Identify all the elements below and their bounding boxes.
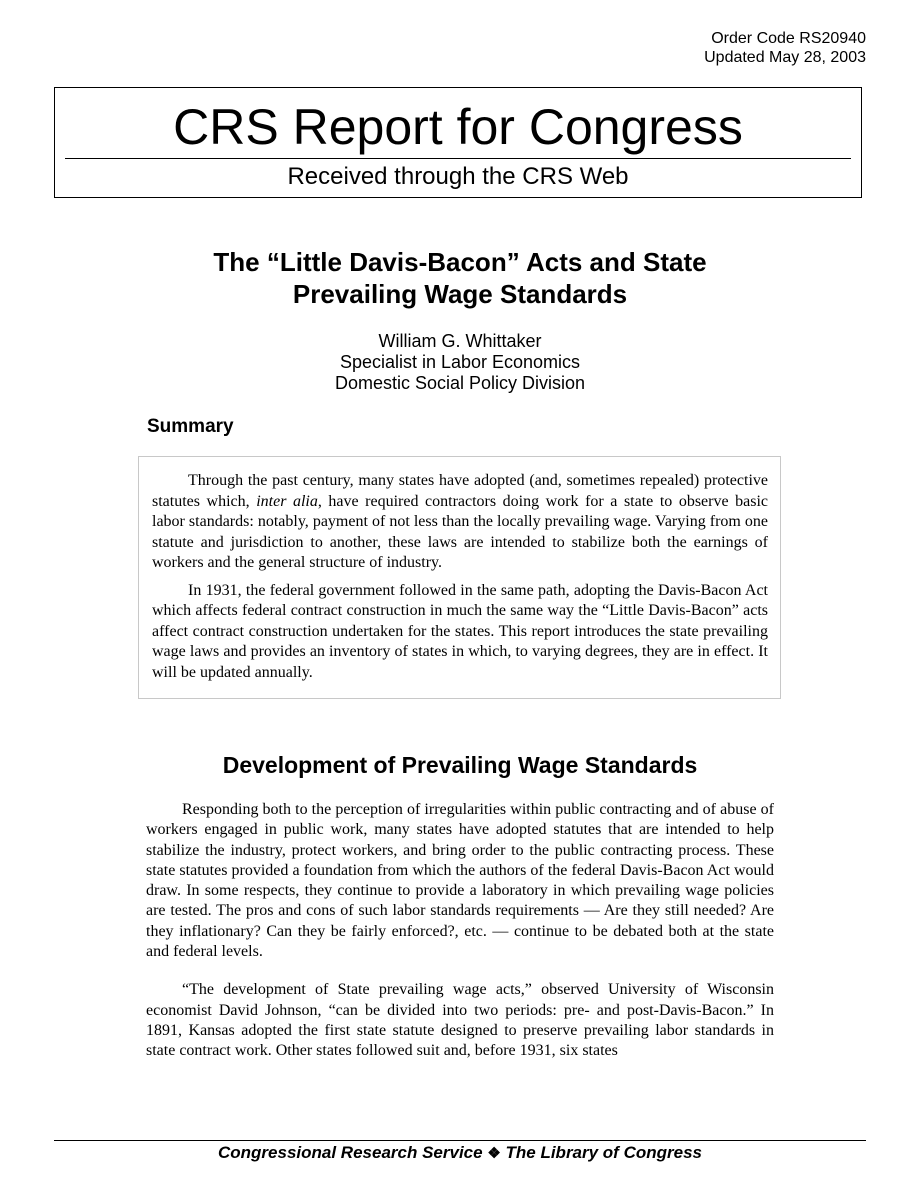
summary-box (138, 456, 781, 699)
author-block (200, 331, 720, 394)
summary-paragraph (152, 471, 768, 574)
footer (0, 1142, 920, 1165)
report-title-line-2: Prevailing Wage Standards (292, 279, 628, 309)
diamond-separator-icon: ❖ (487, 1145, 501, 1162)
body-text (146, 800, 774, 1080)
footer-divider (54, 1140, 866, 1141)
banner-divider (65, 158, 851, 159)
banner-title: CRS Report for Congress (173, 99, 743, 155)
order-code: Order Code RS20940 (711, 30, 866, 47)
report-title-line-1: The “Little Davis-Bacon” Acts and State (213, 247, 707, 277)
updated-date: Updated May 28, 2003 (704, 49, 866, 66)
order-code-block (704, 29, 866, 67)
author-division: Domestic Social Policy Division (334, 373, 586, 393)
summary-p1-start: Through the past century, many states have adopted (and, sometimes repealed) protective statutes which, (152, 472, 768, 510)
section-heading: Development of Prevailing Wage Standards (222, 752, 698, 778)
report-title (100, 246, 820, 310)
summary-p1-end: , have required contractors doing work for a state to observe basic labor standards: notably, payment of not less than the locally prevailing wage. Varying from one statute and jurisdiction to another, these laws are intended to stabilize both the earnings of workers and the general structure of industry. (152, 492, 769, 571)
body-paragraph: “The development of State prevailing wage acts,” observed University of Wisconsin economist David Johnson, “can be divided into two periods: pre- and post-Davis-Bacon.” In 1891, Kansas adopted the first state statute designed to preserve prevailing labor standards in state contract work. Other states followed suit and, before 1931, six states (146, 981, 774, 1060)
summary-paragraph: In 1931, the federal government followed in the same path, adopting the Davis-Bacon Act which affects federal contract construction in much the same way the “Little Davis-Bacon” acts affect contract construction undertaken for the states. This report introduces the state prevailing wage laws and provides an inventory of states in which, to varying degrees, they are in effect. It will be updated annually. (152, 581, 768, 681)
crs-banner (54, 87, 862, 198)
summary-p1-italic: inter alia (256, 492, 318, 510)
footer-right: The Library of Congress (505, 1143, 702, 1162)
footer-left: Congressional Research Service (218, 1143, 483, 1162)
body-paragraph: Responding both to the perception of irregularities within public contracting and of abuse of workers engaged in public work, many states have adopted statutes that are intended to help stabilize the industry, protect workers, and bring order to the public contracting process. These state statutes provided a foundation from which the authors of the federal Davis-Bacon Act would draw. In some respects, they continue to provide a laboratory in which prevailing wage policies are tested. The pros and cons of such labor standards requirements — Are they still needed? Are they inflationary? Can they be fairly enforced?, etc. — continue to be debated both at the state and federal levels. (146, 801, 774, 961)
summary-heading: Summary (147, 416, 234, 437)
author-title: Specialist in Labor Economics (339, 352, 581, 372)
banner-subtitle: Received through the CRS Web (287, 163, 629, 190)
author-name: William G. Whittaker (378, 331, 542, 351)
